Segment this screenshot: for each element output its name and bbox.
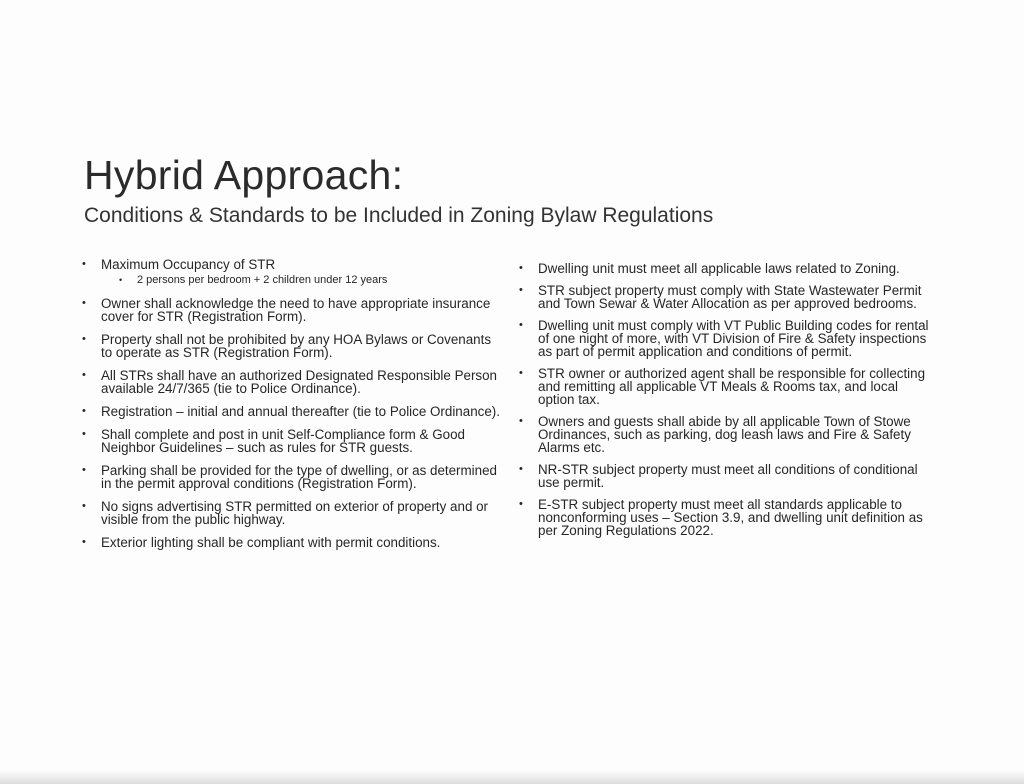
list-item — [82, 258, 500, 287]
right-bullet-list — [519, 262, 931, 546]
list-item: • Parking shall be provided for the type of dwelling, or as determined in the permit approval conditions (Registration Form). — [82, 464, 500, 490]
sub-list-item: • 2 persons per bedroom + 2 children under 12 years — [119, 274, 500, 287]
list-item: • No signs advertising STR permitted on exterior of property and or visible from the public highway. — [82, 500, 500, 526]
sub-bullet-list — [101, 274, 500, 287]
page-subtitle: Conditions & Standards to be Included in Zoning Bylaw Regulations — [84, 204, 714, 227]
list-item: • Property shall not be prohibited by any HOA Bylaws or Covenants to operate as STR (Registration Form). — [82, 333, 500, 359]
list-item: • Dwelling unit must comply with VT Public Building codes for rental of one night of more, with VT Division of Fire & Safety inspections as part of permit application and conditions of permit. — [519, 319, 931, 358]
list-item: • Shall complete and post in unit Self-Compliance form & Good Neighbor Guidelines – such as rules for STR guests. — [82, 428, 500, 454]
list-item: • E-STR subject property must meet all standards applicable to nonconforming uses – Section 3.9, and dwelling unit definition as per Zoning Regulations 2022. — [519, 498, 931, 537]
list-item: • Owners and guests shall abide by all applicable Town of Stowe Ordinances, such as parking, dog leash laws and Fire & Safety Alarms etc. — [519, 415, 931, 454]
list-item: • NR-STR subject property must meet all conditions of conditional use permit. — [519, 463, 931, 489]
list-item: • STR subject property must comply with State Wastewater Permit and Town Sewar & Water Allocation as per approved bedrooms. — [519, 284, 931, 310]
list-item-text: Maximum Occupancy of STR — [101, 257, 276, 272]
left-bullet-list — [82, 258, 500, 559]
list-item: • STR owner or authorized agent shall be responsible for collecting and remitting all applicable VT Meals & Rooms tax, and local option tax. — [519, 367, 931, 406]
list-item: • Dwelling unit must meet all applicable laws related to Zoning. — [519, 262, 931, 275]
scan-edge-shadow — [0, 770, 1024, 784]
list-item: • All STRs shall have an authorized Designated Responsible Person available 24/7/365 (tie to Police Ordinance). — [82, 369, 500, 395]
page-title: Hybrid Approach: — [84, 152, 404, 198]
list-item: • Exterior lighting shall be compliant with permit conditions. — [82, 536, 500, 549]
list-item: • Registration – initial and annual thereafter (tie to Police Ordinance). — [82, 405, 500, 418]
list-item: • Owner shall acknowledge the need to have appropriate insurance cover for STR (Registration Form). — [82, 297, 500, 323]
